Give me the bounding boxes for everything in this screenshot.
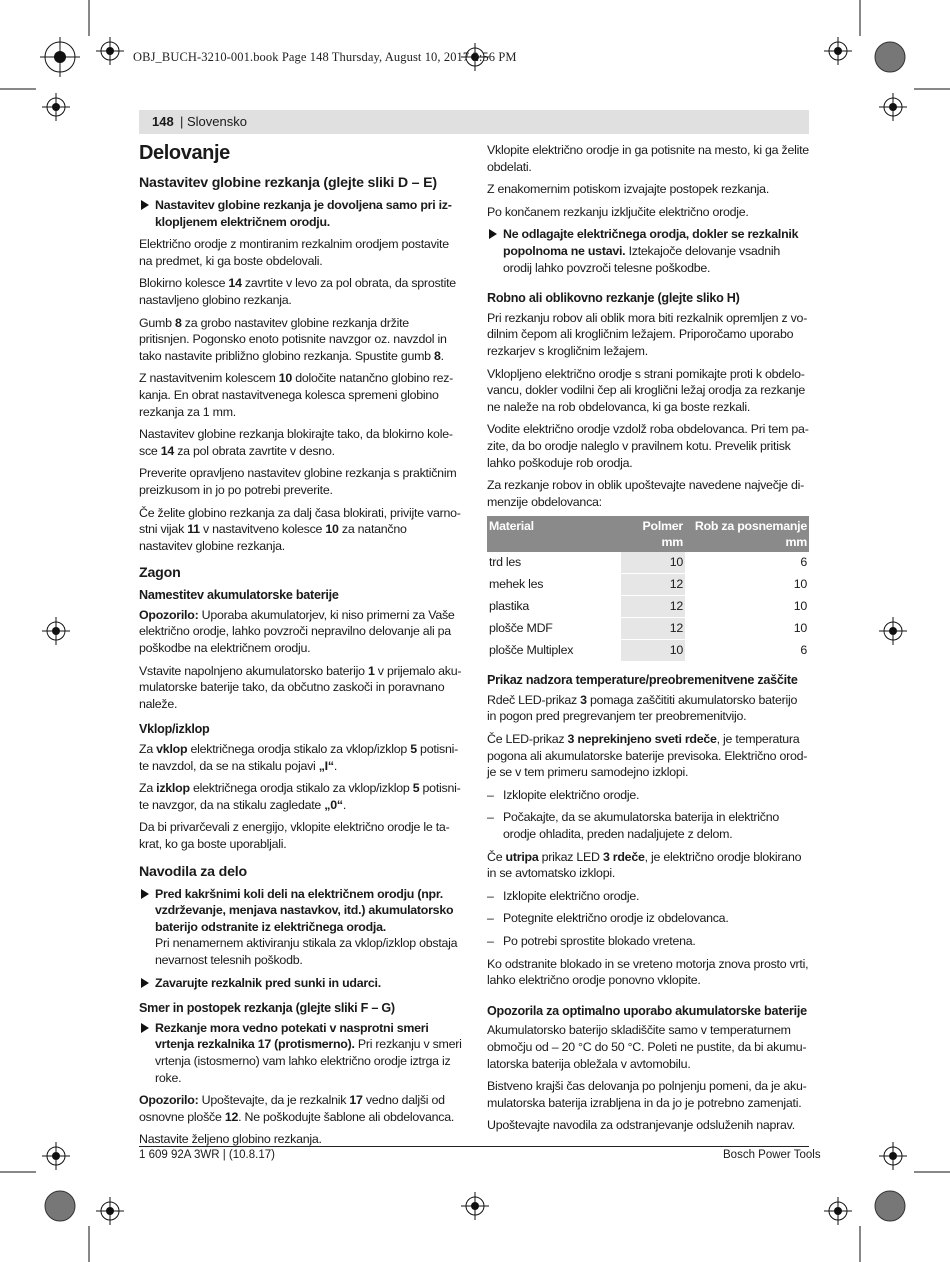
paragraph: Nastavite željeno globino rezkanja. <box>139 1132 322 1147</box>
paragraph: Vklopite električno orodje in ga potisnite na mesto, ki ga želite obdelati. <box>487 143 809 174</box>
table-row: mehek les 12 10 <box>487 574 809 596</box>
paragraph: Z enakomernim potiskom izvajajte postopek rezkanja. <box>487 182 770 197</box>
paragraph: Upoštevajte navodila za odstranjevanje odsluženih naprav. <box>487 1118 795 1133</box>
paragraph: Bistveno krajši čas delovanja po polnjenju pomeni, da je akumulatorska baterija izrabljena in da jo je potrebno zamenjati. <box>487 1079 807 1110</box>
starburst-target-icon <box>45 1191 75 1221</box>
paragraph: Za izklop električnega orodja stikalo za vklop/izklop 5 potisnite navzgor, da na stikalu zagledate „0“. <box>139 781 461 812</box>
paragraph: Blokirno kolesce 14 zavrtite v levo za pol obrata, da sprostite nastavljeno globino rezkanja. <box>139 276 456 307</box>
crosshair-target-icon <box>40 37 80 77</box>
paragraph: Če LED-prikaz 3 neprekinjeno sveti rdeče, je temperatura pogona ali akumulatorske baterije previsoka. Električno orodje se v tem primeru samodejno izklopi. <box>487 732 808 780</box>
paragraph: Za vklop električnega orodja stikalo za vklop/izklop 5 potisnite navzdol, da se na stikalu pojavi „I“. <box>139 742 459 773</box>
heading-navodila: Navodila za delo <box>139 863 247 880</box>
crosshair-target-icon <box>42 1142 70 1170</box>
warning-triangle-icon <box>489 229 497 239</box>
heading-zagon: Zagon <box>139 565 181 582</box>
warning-item: Rezkanje mora vedno potekati v nasprotni smeri vrtenja rezkalnika 17 (protismerno). Pri rezkanju v smeri vrtenja (istosmerno) vam lahko električno orodje iztrga iz roke. <box>139 1020 462 1086</box>
print-slug-line: OBJ_BUCH-3210-001.book Page 148 Thursday, August 10, 2017 2:56 PM <box>133 50 517 64</box>
left-column <box>139 140 462 1154</box>
table-header-polmer: Polmer mm <box>621 516 685 552</box>
crosshair-target-icon <box>879 617 907 645</box>
list-item: – Izklopite električno orodje. <box>487 787 809 804</box>
table-header-material: Material <box>487 516 621 552</box>
paragraph: Z nastavitvenim kolescem 10 določite natančno globino rezkanja. En obrat nastavitvenega kolesca spremeni globino rezkanja za 1 mm. <box>139 371 454 419</box>
table-row: plastika 12 10 <box>487 596 809 618</box>
paragraph: Pri rezkanju robov ali oblik mora biti rezkalnik opremljen z vodilnim čepom ali krogličnim ležajem. Priporočamo uporabo rezkarjev s krogličnim ležajem. <box>487 310 808 358</box>
dash-list <box>487 888 809 950</box>
paragraph: Da bi privarčevali z energijo, vklopite električno orodje le takrat, ko ga boste uporabljali. <box>139 820 450 851</box>
paragraph: Ko odstranite blokado in se vreteno motorja znova prosto vrti, lahko električno orodje ponovno vklopite. <box>487 956 809 988</box>
paragraph: Opozorilo: Upoštevajte, da je rezkalnik 17 vedno daljši od osnovne plošče 12. Ne poškodujte šablone ali obdelovanca. <box>139 1093 455 1124</box>
right-column <box>487 142 809 1140</box>
list-item: – Izklopite električno orodje. <box>487 888 809 905</box>
section-title-delovanje: Delovanje <box>139 142 230 164</box>
warning-item: Nastavitev globine rezkanja je dovoljena samo pri izklopljenem električnem orodju. <box>139 197 462 230</box>
paragraph: Vstavite napolnjeno akumulatorsko baterijo 1 v prijemalo akumulatorske baterije tako, da občutno zaskoči in poravnano naleže. <box>139 663 462 711</box>
crosshair-target-icon <box>824 37 852 65</box>
crosshair-target-icon <box>461 1192 489 1220</box>
heading-nastavitev: Nastavitev globine rezkanja (glejte sliki D – E) <box>139 175 437 191</box>
crosshair-target-icon <box>879 93 907 121</box>
heading-smer: Smer in postopek rezkanja (glejte sliki F – G) <box>139 1001 395 1016</box>
paragraph: Opozorilo: Uporaba akumulatorjev, ki niso primerni za Vaše električno orodje, lahko povzroči nepravilno delovanje ali pa poškodbe na električnem orodju. <box>139 607 455 656</box>
list-item: – Počakajte, da se akumulatorska baterija in električno orodje ohladita, preden nadaljujete z delom. <box>487 809 809 842</box>
paragraph: Vodite električno orodje vzdolž roba obdelovanca. Pri tem pazite, da bo orodje naleglo v pravilnem kotu. Prevelik pritisk lahko poškoduje rob orodja. <box>487 422 809 470</box>
table-row: plošče Multiplex 10 6 <box>487 640 809 662</box>
list-item: – Potegnite električno orodje iz obdelovanca. <box>487 910 809 927</box>
table-row: trd les 10 6 <box>487 552 809 574</box>
page-number: 148 <box>152 114 174 129</box>
warning-triangle-icon <box>141 978 149 988</box>
table-header-row <box>487 516 809 552</box>
footer-divider <box>139 1146 809 1147</box>
page-header-bar <box>139 110 809 134</box>
paragraph: Vklopljeno električno orodje s strani pomikajte proti k obdelovancu, dokler vodilni čep ali kroglični ležaj orodja za rezkanje ne naleže na rob obdelovanca, ki ga boste rezkali. <box>487 366 806 414</box>
paragraph: Električno orodje z montiranim rezkalnim orodjem postavite na predmet, ki ga boste obdelovali. <box>139 237 449 268</box>
paragraph: Če utripa prikaz LED 3 rdeče, je električno orodje blokirano in se avtomatsko izklopi. <box>487 849 802 881</box>
paragraph: Akumulatorsko baterijo skladiščite samo v temperaturnem območju od – 20 °C do 50 °C. Poleti ne pustite, da bi akumulatorska baterija obležala v avtomobilu. <box>487 1023 807 1071</box>
paragraph: Rdeč LED-prikaz 3 pomaga zaščititi akumulatorsko baterijo in pogon pred pregrevanjem ter preobremenitvijo. <box>487 692 798 724</box>
heading-vklop: Vklop/izklop <box>139 722 210 737</box>
list-item: – Po potrebi sprostite blokado vretena. <box>487 933 809 950</box>
crosshair-target-icon <box>879 1142 907 1170</box>
crosshair-target-icon <box>96 1197 124 1225</box>
warning-item: Zavarujte rezkalnik pred sunki in udarci. <box>139 975 462 992</box>
table-row: plošče MDF 12 10 <box>487 618 809 640</box>
paragraph: Preverite opravljeno nastavitev globine rezkanja s praktičnim preizkusom in jo po potrebi preverite. <box>139 466 457 497</box>
header-language: | Slovensko <box>180 114 247 129</box>
paragraph: Gumb 8 za grobo nastavitev globine rezkanja držite pritisnjen. Pogonsko enoto potisnite navzgor oz. navzdol in tako nastavite približno globino rezkanja. Spustite gumb 8. <box>139 315 447 363</box>
warning-triangle-icon <box>141 889 149 899</box>
footer-brand: Bosch Power Tools <box>723 1149 821 1161</box>
crosshair-target-icon <box>42 93 70 121</box>
heading-prikaz: Prikaz nadzora temperature/preobremenitvene zaščite <box>487 673 798 688</box>
crosshair-target-icon <box>96 37 124 65</box>
workpiece-dimensions-table <box>487 516 809 662</box>
crosshair-target-icon <box>42 617 70 645</box>
paragraph: Po končanem rezkanju izključite električno orodje. <box>487 204 749 219</box>
table-header-rob: Rob za posnemanje mm <box>685 516 809 552</box>
paragraph: Če želite globino rezkanja za dalj časa blokirati, privijte varnostni vijak 11 v nastavitveno kolesce 10 za natančno nastavitev globine rezkanja. <box>139 505 461 553</box>
warning-item: Ne odlagajte električnega orodja, dokler se rezkalnik popolnoma ne ustavi. Iztekajoče delovanje vsadnih orodij lahko povzroči telesne poškodbe. <box>487 226 809 276</box>
footer-document-code: 1 609 92A 3WR | (10.8.17) <box>139 1149 275 1161</box>
heading-namestitev: Namestitev akumulatorske baterije <box>139 588 339 603</box>
paragraph: Nastavitev globine rezkanja blokirajte tako, da blokirno kolesce 14 za pol obrata zavrtite v desno. <box>139 427 453 458</box>
warning-triangle-icon <box>141 1023 149 1033</box>
starburst-target-icon <box>875 42 905 72</box>
dash-list <box>487 787 809 843</box>
starburst-target-icon <box>875 1191 905 1221</box>
heading-robno: Robno ali oblikovno rezkanje (glejte sliko H) <box>487 291 740 306</box>
crosshair-target-icon <box>824 1197 852 1225</box>
warning-item: Pred kakršnimi koli deli na električnem orodju (npr. vzdrževanje, menjava nastavkov, itd.) akumulatorsko baterijo odstranite iz električnega orodja. Pri nenamernem aktiviranju stikala za vklop/izklop obstaja nevarnost telesnih poškodb. <box>139 886 462 969</box>
warning-triangle-icon <box>141 200 149 210</box>
paragraph: Za rezkanje robov in oblik upoštevajte navedene največje dimenzije obdelovanca: <box>487 478 805 509</box>
heading-opozorila: Opozorila za optimalno uporabo akumulatorske baterije <box>487 1003 807 1018</box>
